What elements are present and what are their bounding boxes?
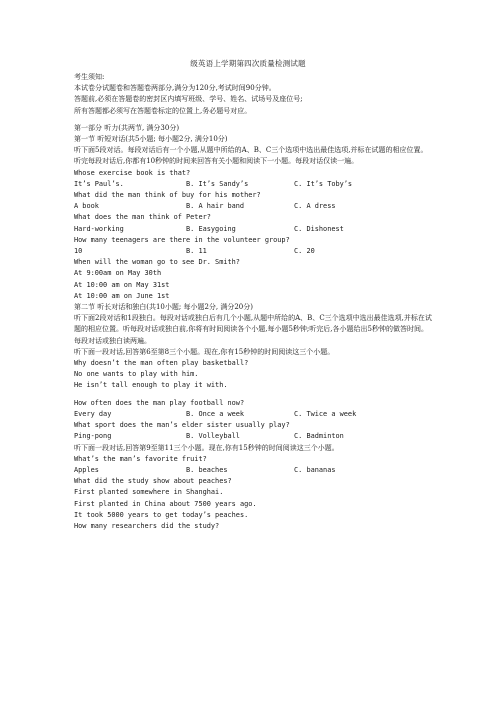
option-c: C. Dishonest — [294, 224, 344, 233]
question-text: What sport does the man’s elder sister usually play? — [74, 421, 290, 430]
option-b: B. Volleyball — [186, 432, 240, 441]
answer-options — [74, 201, 434, 212]
option-c: It took 5000 years to get today’s peaches. — [74, 510, 249, 519]
option-c: C. A dress — [294, 202, 336, 211]
question-text: Whose exercise book is that? — [74, 168, 191, 177]
section-instructions: 听下面5段对话。每段对话后有一个小题,从题中所给的A、B、C三个选项中选出最佳选项,并标在试题的相应位置。听完每段对话后,你都有10秒钟的时间来回答有关小题和阅读下一小题。每段对话仅读一遍。 — [74, 146, 428, 166]
answer-options — [74, 179, 434, 190]
option-a: No one wants to play with him. — [74, 370, 199, 379]
option-c: C. bananas — [294, 465, 336, 474]
option-a: 10 — [74, 247, 83, 256]
option-a: At 9:00am on May 30th — [74, 269, 162, 278]
section-heading: 第二节 听长对话和独白(共10小题; 每小题2分, 满分20分) — [74, 303, 253, 312]
option-b: B. Once a week — [186, 409, 245, 418]
question-text: What did the study show about peaches? — [74, 477, 232, 486]
option-c: C. Twice a week — [294, 409, 357, 418]
option-b: B. A hair band — [186, 202, 245, 211]
question-text: How often does the man play football now? — [74, 398, 245, 407]
answer-options — [74, 409, 434, 420]
dialog-intro: 听下面一段对话,回答第9至第11三个小题。现在,你有15秒钟的时间阅读这三个小题。 — [74, 443, 339, 452]
document-title: 级英语上学期第四次质量检测试题 — [190, 59, 306, 68]
option-b: B. Easygoing — [186, 224, 236, 233]
option-a: A book — [74, 202, 99, 211]
option-b: At 10:00 am on May 31st — [74, 280, 170, 289]
notice-heading: 考生须知: — [74, 73, 105, 81]
question-text: What’s the man’s favorite fruit? — [74, 454, 207, 463]
question-text: What does the man think of Peter? — [74, 213, 211, 222]
part-heading: 第一部分 听力(共两节, 满分30分) — [74, 123, 180, 132]
notice-line: 本试卷分试题卷和答题卷两部分,满分为120分,考试时间90分钟。 — [74, 84, 276, 93]
question-text: How many teenagers are there in the volunteer group? — [74, 235, 290, 244]
option-a: It’s Paul’s. — [74, 179, 124, 188]
option-b: First planted in China about 7500 years ago. — [74, 499, 257, 508]
notice-line: 答题前,必须在答题卷的密封区内填写班级、学号、姓名、试场号及座位号; — [74, 95, 303, 104]
answer-options — [74, 246, 434, 257]
answer-options — [74, 465, 434, 476]
option-a: First planted somewhere in Shanghai. — [74, 488, 224, 497]
question-text: When will the woman go to see Dr. Smith? — [74, 258, 240, 267]
option-b: He isn’t tall enough to play it with. — [74, 381, 228, 390]
option-c: C. 20 — [294, 247, 315, 256]
document-body — [74, 72, 434, 532]
answer-options — [74, 431, 434, 442]
option-c: C. Badminton — [294, 432, 344, 441]
option-a: Ping-pong — [74, 432, 112, 441]
section-instructions: 听下面2段对话和1段独白。每段对话或独白后有几个小题,从题中所给的A、B、C三个选项中选出最佳选项,并标在试题的相应位置。听每段对话或独白前,你将有时间阅读各个小题,每小题5秒钟;听完后,各小题给出5秒钟的做答时间。每段对话或独白读两遍。 — [74, 314, 432, 345]
dialog-intro: 听下面一段对话,回答第6至第8三个小题。现在,你有15秒钟的时间阅读这三个小题。 — [74, 347, 335, 356]
notice-line: 所有答题都必须写在答题卷标定的位置上,务必题号对应。 — [74, 106, 252, 115]
option-b: B. 11 — [186, 247, 207, 256]
question-text: Why doesn’t the man often play basketball? — [74, 359, 249, 368]
option-c: C. It’s Toby’s — [294, 179, 353, 188]
answer-options — [74, 224, 434, 235]
option-b: B. It’s Sandy’s — [186, 179, 249, 188]
option-a: Every day — [74, 409, 112, 418]
option-a: Hard-working — [74, 224, 124, 233]
option-a: Apples — [74, 465, 99, 474]
question-text: How many researchers did the study? — [74, 521, 220, 530]
option-c: At 10:00 am on June 1st — [74, 291, 170, 300]
question-text: What did the man think of buy for his mother? — [74, 191, 261, 200]
section-heading: 第一节 听短对话(共5小题; 每小题2分, 满分10分) — [74, 135, 228, 144]
option-b: B. beaches — [186, 465, 228, 474]
